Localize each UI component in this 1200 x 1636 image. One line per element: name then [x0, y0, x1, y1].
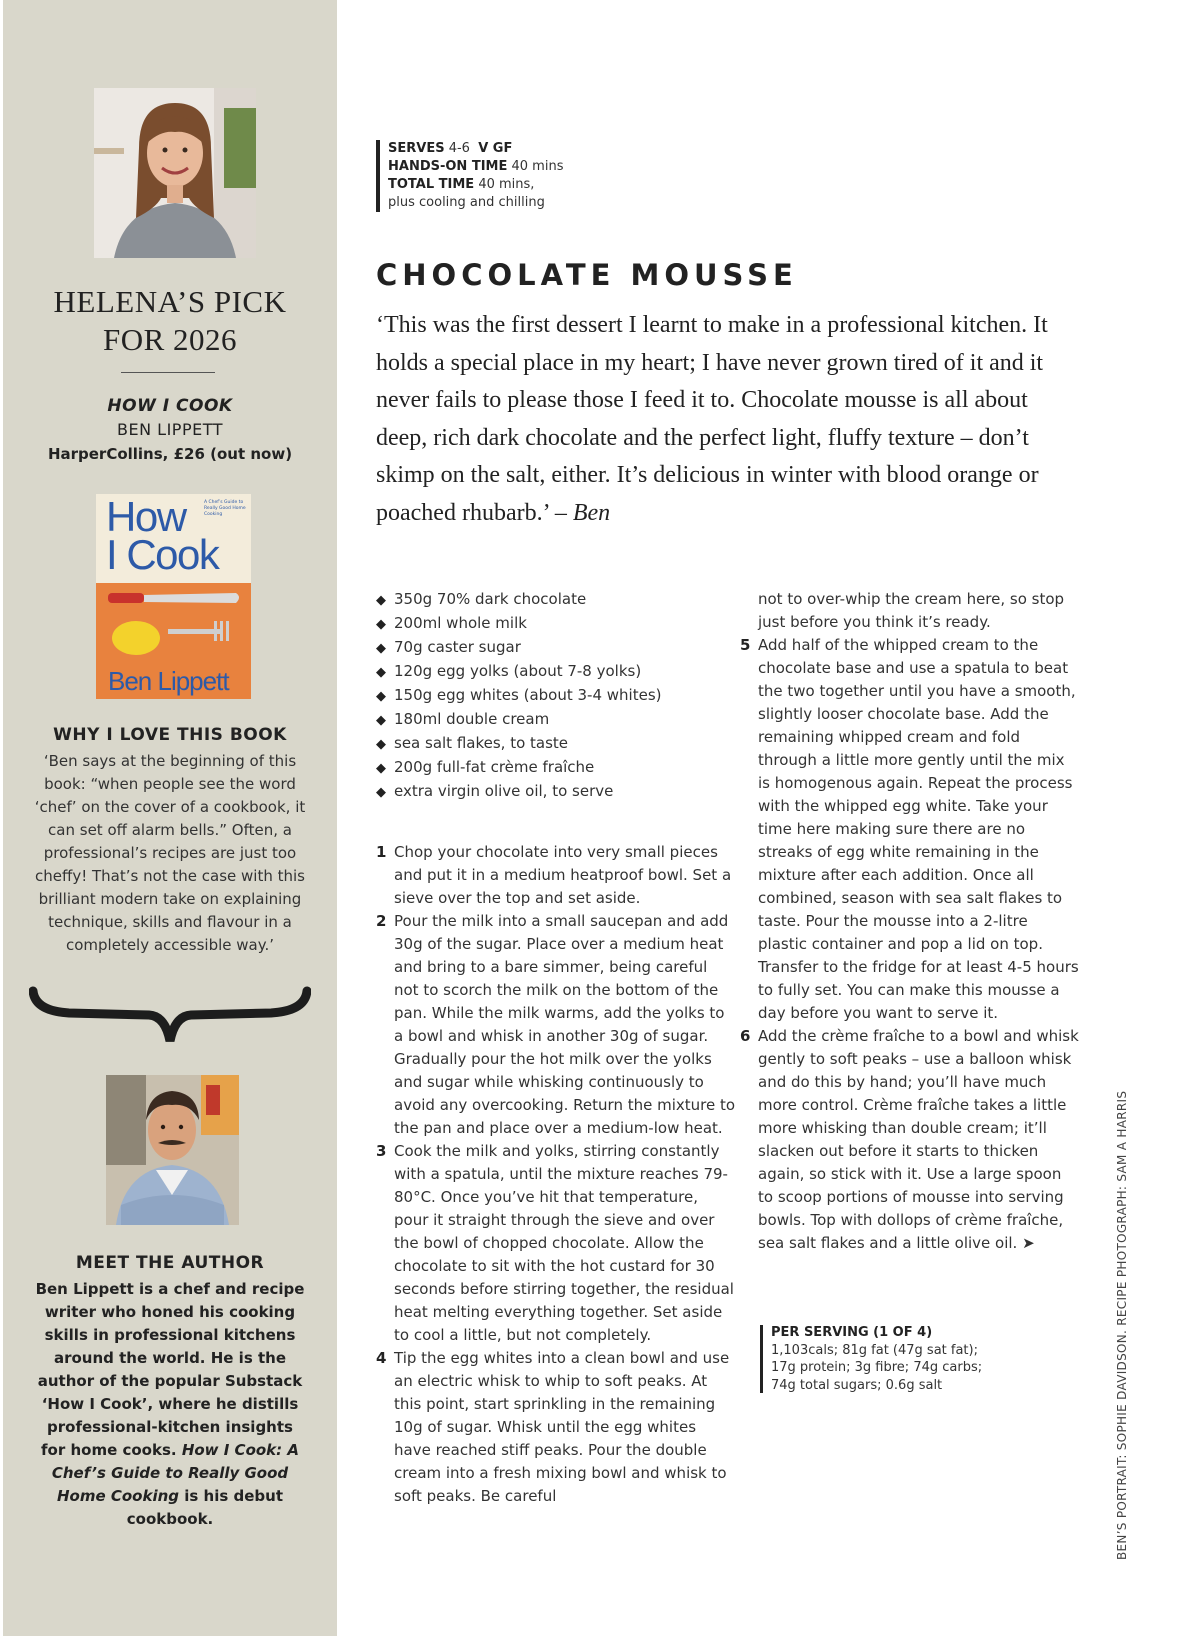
step-number: 3: [376, 1142, 387, 1160]
method-step: [376, 1347, 736, 1508]
method-column-2: [740, 588, 1080, 1255]
cover-title-line2: I Cook: [106, 531, 219, 578]
cover-title: [106, 494, 219, 578]
intro-attribution: Ben: [572, 499, 611, 526]
ingredient-item: ◆ extra virgin olive oil, to serve: [376, 780, 736, 804]
method-step: [740, 1025, 1080, 1255]
nutrition-line: 74g total sugars; 0.6g salt: [771, 1377, 943, 1393]
info-bar: [376, 140, 380, 212]
hands-on-label: HANDS-ON TIME: [388, 159, 508, 174]
serves-value: 4-6: [448, 141, 470, 156]
step-number: 5: [740, 636, 751, 654]
hands-on-line: [388, 158, 648, 176]
ingredient-item: ◆ 350g 70% dark chocolate: [376, 588, 736, 612]
cover-author: Ben Lippett: [108, 666, 229, 696]
recipe-intro: [376, 307, 1076, 532]
nutrition-line: 1,103cals; 81g fat (47g sat fat);: [771, 1342, 978, 1358]
photo-credit: BEN’S PORTRAIT: SOPHIE DAVIDSON. RECIPE PHOTOGRAPH: SAM A HARRIS: [1115, 1090, 1129, 1560]
step-text: Add half of the whipped cream to the chocolate base and use a spatula to beat the two together until you have a smooth, slightly looser chocolate base. Add the remaining whipped cream and fold through a little more gently until the mix is homogenous again. Repeat the process with the whipped egg white. Take your time here making sure there are no streaks of egg white remaining in the mixture after each addition. Once all combined, season with sea salt flakes to taste. Pour the mousse into a 2-litre plastic container and pop a lid on top. Transfer to the fridge for at least 4-5 hours to fully set. You can make this mousse a day before you want to serve it.: [758, 636, 1079, 1022]
meet-heading: MEET THE AUTHOR: [75, 1253, 265, 1273]
total-line: [388, 176, 648, 194]
step-number: 2: [376, 912, 387, 930]
serves-line: [388, 140, 648, 158]
method-column-1: [376, 841, 736, 1508]
why-heading: WHY I LOVE THIS BOOK: [53, 725, 287, 745]
intro-text: ‘This was the first dessert I learnt to make in a professional kitchen. It holds a special place in my heart; I have never grown tired of it and it never fails to please those I feed it to. Chocolate mousse is all about deep, rich dark chocolate and the perfect light, fluffy texture – don’t skimp on the salt, either. It’s delicious in winter with blood orange or poached rhubarb.’: [376, 312, 1048, 526]
diet-tags: V GF: [478, 141, 513, 156]
method-step-continued: [740, 588, 1080, 634]
total-value: 40 mins,: [478, 177, 535, 192]
diamond-bullet-icon: ◆: [376, 665, 386, 680]
cover-title-line1: How: [106, 494, 186, 540]
intro-dash: –: [548, 499, 573, 526]
serves-label: SERVES: [388, 141, 445, 156]
ingredient-item: ◆ 70g caster sugar: [376, 636, 736, 660]
why-text: ‘Ben says at the beginning of this book: “when people see the word ‘chef’ on the cover of a cookbook, it can set off alarm bells.” Often, a professional’s recipes are just too cheffy! That’s not the case with this brilliant modern take on explaining technique, skills and flavour in a completely accessible way.’: [34, 752, 306, 954]
step-text: Tip the egg whites into a clean bowl and use an electric whisk to whip to soft peaks. At this point, start sprinkling in the remaining 10g of sugar. Whisk until the egg whites have reached stiff peaks. Pour the double cream into a fresh mixing bowl and whisk to soft peaks. Be careful: [394, 1349, 730, 1505]
meet-text-part1: Ben Lippett is a chef and recipe writer who honed his cooking skills in professional kitchens around the world. He is the author of the popular Substack ‘How I Cook’, where he distills professional-kitchen insights for home cooks.: [35, 1280, 305, 1459]
cover-subtitle: A Chef’s Guide to Really Good Home Cooking: [204, 500, 246, 517]
ingredient-item: ◆ 180ml double cream: [376, 708, 736, 732]
book-cover: [96, 494, 251, 699]
method-step: [376, 841, 736, 910]
diamond-bullet-icon: ◆: [376, 617, 386, 632]
diamond-bullet-icon: ◆: [376, 593, 386, 608]
book-publisher: HarperCollins, £26 (out now): [47, 445, 293, 463]
meet-text-part2: is his debut cookbook.: [126, 1487, 284, 1528]
diamond-bullet-icon: ◆: [376, 713, 386, 728]
diamond-bullet-icon: ◆: [376, 761, 386, 776]
pick-title-line1: HELENA’S PICK: [53, 284, 287, 319]
meet-text-book-title: How I Cook: A Chef’s Guide to Really Good Home Cooking: [51, 1441, 299, 1505]
diamond-bullet-icon: ◆: [376, 641, 386, 656]
hands-on-value: 40 mins: [511, 159, 564, 174]
meet-text: [33, 1278, 307, 1531]
ingredient-item: ◆ 150g egg whites (about 3-4 whites): [376, 684, 736, 708]
nutrition-bar: [760, 1325, 763, 1393]
end-arrow-icon: ➤: [1022, 1234, 1035, 1252]
step-text: Chop your chocolate into very small pieces and put it in a medium heatproof bowl. Set a sieve over the top and set aside.: [394, 843, 732, 907]
diamond-bullet-icon: ◆: [376, 737, 386, 752]
step-number: 1: [376, 843, 387, 861]
total-label: TOTAL TIME: [388, 177, 475, 192]
nutrition-line: 17g protein; 3g fibre; 74g carbs;: [771, 1360, 983, 1375]
step-number: 4: [376, 1349, 387, 1367]
diamond-bullet-icon: ◆: [376, 689, 386, 704]
step-number: 6: [740, 1027, 751, 1045]
book-author: BEN LIPPETT: [117, 420, 223, 439]
method-step: [740, 634, 1080, 1025]
method-step: [376, 910, 736, 1140]
step-text: Pour the milk into a small saucepan and add 30g of the sugar. Place over a medium heat and bring to a bare simmer, being careful not to scorch the milk on the bottom of the pan. While the milk warms, add the yolks to a bowl and whisk in another 30g of sugar. Gradually pour the hot milk over the yolks and sugar while whisking continuously to avoid any overcooking. Return the mixture to the pan and place over a medium-low heat.: [394, 912, 736, 1137]
pick-title: [3, 283, 337, 359]
method-step: [376, 1140, 736, 1347]
step-text: Add the crème fraîche to a bowl and whisk gently to soft peaks – use a balloon whisk and do this by hand; you’ll have much more control. Crème fraîche takes a little more whisking than double cream; it’ll slacken out before it starts to thicken again, so stick with it. Use a large spoon to scoop portions of mousse into serving bowls. Top with dollops of crème fraîche, sea salt flakes and a little olive oil. ➤: [758, 1027, 1079, 1252]
ingredient-item: ◆ 200ml whole milk: [376, 612, 736, 636]
title-divider: [121, 372, 215, 373]
step-text: Cook the milk and yolks, stirring constantly with a spatula, until the mixture reaches 79-80°C. Once you’ve hit that temperature, pour it straight through the sieve and over the bowl of chopped chocolate. Allow the chocolate to sit with the hot custard for 30 seconds before stirring together, the residual heat melting everything together. Set aside to cool a little, but not completely.: [394, 1142, 734, 1344]
recipe-title: CHOCOLATE MOUSSE: [376, 258, 798, 292]
step-text: not to over-whip the cream here, so stop just before you think it’s ready.: [758, 590, 1065, 631]
nutrition-info: [771, 1324, 1061, 1394]
ingredient-item: ◆ sea salt flakes, to taste: [376, 732, 736, 756]
diamond-bullet-icon: ◆: [376, 785, 386, 800]
total-note: plus cooling and chilling: [388, 195, 545, 210]
curly-brace-icon: [29, 985, 311, 1045]
ingredient-item: ◆ 200g full-fat crème fraîche: [376, 756, 736, 780]
ingredient-item: ◆ 120g egg yolks (about 7-8 yolks): [376, 660, 736, 684]
pick-title-line2: FOR 2026: [102, 322, 238, 357]
helena-portrait: [94, 88, 256, 258]
ben-portrait: [106, 1075, 239, 1225]
recipe-info: [388, 140, 648, 212]
book-title: HOW I COOK: [107, 396, 233, 416]
ingredients-list: [376, 588, 736, 804]
nutrition-heading: PER SERVING (1 OF 4): [771, 1325, 933, 1340]
sidebar: [3, 0, 337, 1636]
